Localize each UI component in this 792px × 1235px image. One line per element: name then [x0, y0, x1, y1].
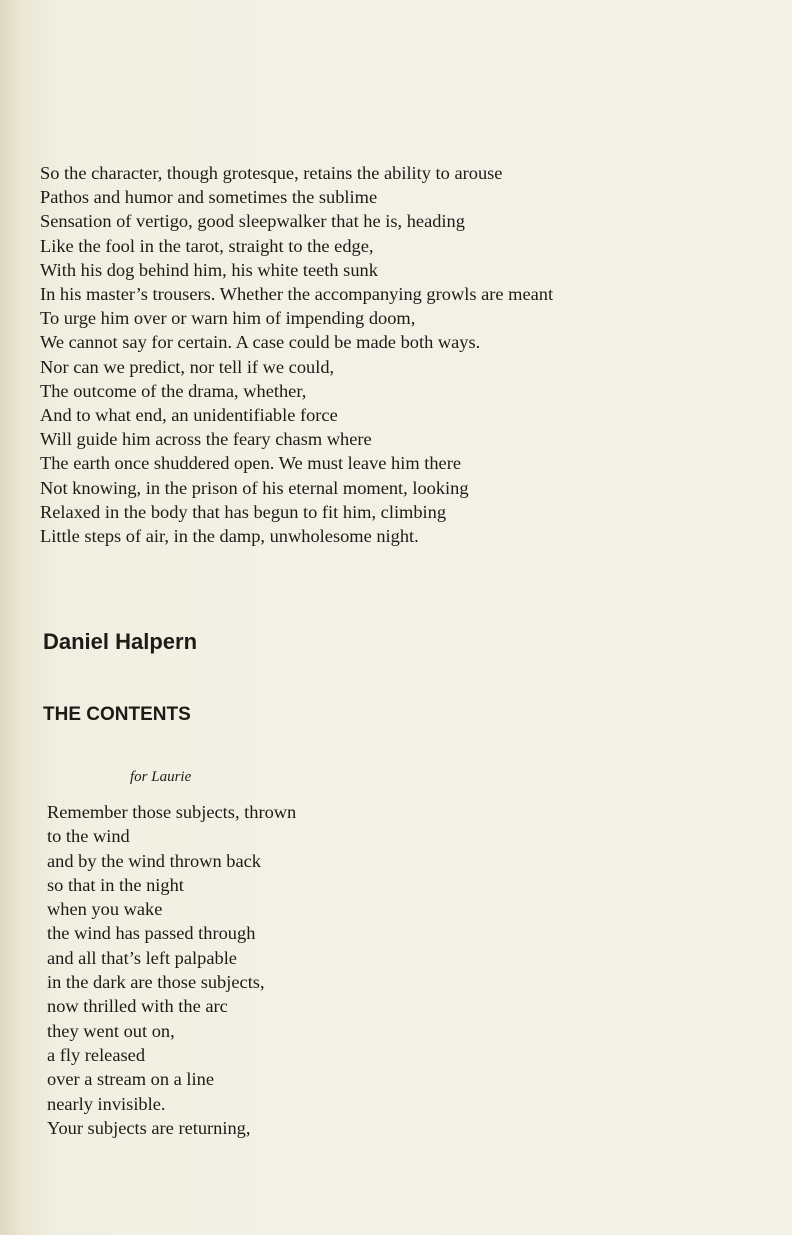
poem-line: Will guide him across the feary chasm where: [40, 429, 372, 450]
poem-line: Relaxed in the body that has begun to fit him, climbing: [40, 501, 447, 522]
poem-line: a fly released: [47, 1044, 146, 1065]
poem-line: In his master’s trousers. Whether the accompanying growls are meant: [40, 284, 554, 305]
poem-dedication: for Laurie: [130, 769, 192, 785]
poem-line: So the character, though grotesque, retains the ability to arouse: [40, 163, 503, 183]
poem-line: Pathos and humor and sometimes the sublime: [40, 187, 378, 208]
poem-line: to the wind: [47, 826, 130, 847]
poem-line: the wind has passed through: [47, 923, 256, 944]
poem-line: Nor can we predict, nor tell if we could,: [40, 356, 335, 377]
poem-line: Remember those subjects, thrown: [47, 802, 297, 822]
poem-line: and by the wind thrown back: [47, 850, 261, 871]
author-name: Daniel Halpern: [43, 629, 198, 654]
poem-line: With his dog behind him, his white teeth sunk: [40, 259, 378, 280]
poem-line: now thrilled with the arc: [47, 996, 228, 1017]
poem-line: nearly invisible.: [47, 1093, 166, 1114]
poem-line: Not knowing, in the prison of his eternal moment, looking: [40, 477, 469, 498]
poem-continuation: [40, 161, 760, 548]
poem-line: Sensation of vertigo, good sleepwalker that he is, heading: [40, 211, 465, 232]
poem-line: The outcome of the drama, whether,: [40, 380, 307, 401]
poem-line: Little steps of air, in the damp, unwholesome night.: [40, 526, 419, 547]
poem-body: [47, 800, 447, 1140]
poem-line: they went out on,: [47, 1020, 175, 1041]
poem-line: We cannot say for certain. A case could be made both ways.: [40, 332, 481, 353]
poem-line: in the dark are those subjects,: [47, 972, 265, 993]
poem-line: And to what end, an unidentifiable force: [40, 405, 338, 426]
poem-line: when you wake: [47, 899, 163, 920]
poem-line: The earth once shuddered open. We must leave him there: [40, 453, 462, 474]
poem-line: Like the fool in the tarot, straight to the edge,: [40, 235, 374, 256]
poem-line: To urge him over or warn him of impending doom,: [40, 308, 416, 329]
poem-line: and all that’s left palpable: [47, 947, 237, 968]
poem-title: THE CONTENTS: [43, 704, 191, 725]
poem-line: Your subjects are returning,: [47, 1117, 251, 1138]
poem-line: so that in the night: [47, 874, 184, 895]
poem-line: over a stream on a line: [47, 1069, 214, 1090]
